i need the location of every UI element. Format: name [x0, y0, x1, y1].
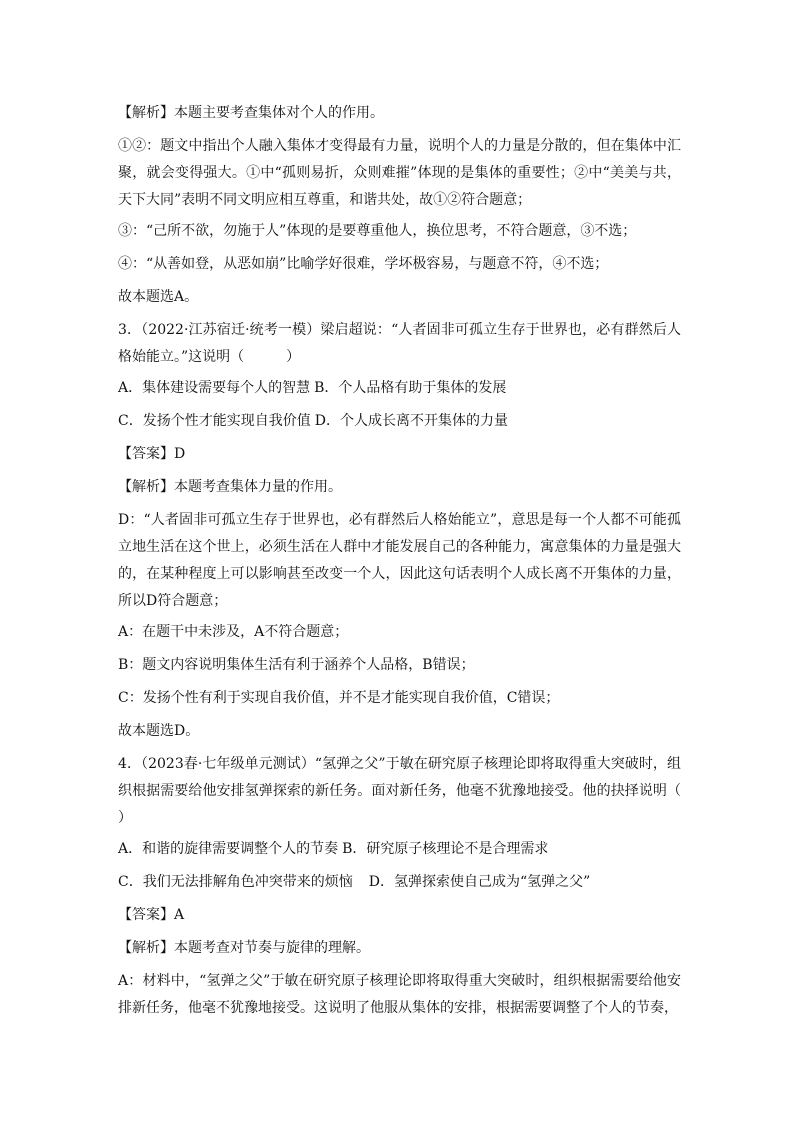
- option-c: C．发扬个性才能实现自我价值: [118, 413, 311, 429]
- document-body: [118, 100, 723, 1026]
- analysis-paragraph: ①②：题文中指出个人融入集体才变得最有力量，说明个人的力量是分散的，但在集体中汇聚，就会变得强大。①中“孤则易折，众则难摧”体现的是集体的重要性；②中“美美与共，天下大同”表明不同文明应相互尊重，和谐共处，故①②符合题意；: [118, 138, 681, 208]
- option-d: D．个人成长离不开集体的力量: [314, 413, 508, 429]
- analysis-heading: 【解析】本题考查集体力量的作用。: [118, 479, 342, 495]
- conclusion-line: 故本题选D。: [118, 723, 200, 739]
- option-a: A．和谐的旋律需要调整个人的节奏: [118, 841, 339, 857]
- question-4-options-row-2: [118, 869, 681, 896]
- analysis-paragraph: A：在题干中未涉及，A不符合题意；: [118, 624, 349, 640]
- question-3-options-row-2: [118, 408, 681, 435]
- analysis-paragraph: A：材料中，“氢弹之父”于敏在研究原子核理论即将取得重大突破时，组织根据需要给他安排新任务，他毫不犹豫地接受。这说明了他服从集体的安排，根据需要调整了个人的节奏，: [118, 973, 681, 1016]
- option-a: A．集体建设需要每个人的智慧: [118, 380, 311, 396]
- analysis-paragraph: ④：“从善如登，从恶如崩”比喻学好很难，学坏极容易，与题意不符，④不选；: [118, 256, 609, 272]
- question-3-stem: 3．（2022·江苏宿迁·统考一模）梁启超说：“人者固非可孤立生存于世界也，必有群然后人格始能立。”这说明（ ）: [118, 322, 681, 365]
- analysis-heading: 【解析】本题主要考查集体对个人的作用。: [118, 105, 384, 121]
- conclusion-line: 故本题选A。: [118, 289, 199, 305]
- question-4-options-row-1: [118, 836, 681, 863]
- question-3-options-row-1: [118, 375, 681, 402]
- option-b: B．研究原子核理论不是合理需求: [342, 841, 549, 857]
- option-d: D．氢弹探索使自己成为“氢弹之父”: [368, 874, 591, 890]
- option-c: C．我们无法排解角色冲突带来的烦恼: [118, 874, 353, 890]
- analysis-paragraph: D：“人者固非可孤立生存于世界也，必有群然后人格始能立”，意思是每一个人都不可能孤立地生活在这个世上，必须生活在人群中才能发展自己的各种能力，寓意集体的力量是强大的，在某种程度上可以影响甚至改变一个人，因此这句话表明个人成长离不开集体的力量，所以D符合题意；: [118, 512, 681, 609]
- analysis-paragraph: B：题文内容说明集体生活有利于涵养个人品格，B错误；: [118, 657, 475, 673]
- analysis-heading: 【解析】本题考查对节奏与旋律的理解。: [118, 940, 370, 956]
- question-4-stem: 4．（2023春·七年级单元测试）“氢弹之父”于敏在研究原子核理论即将取得重大突破时，组织根据需要给他安排氢弹探索的新任务。面对新任务，他毫不犹豫地接受。他的抉择说明（ ）: [118, 756, 723, 826]
- answer-line: 【答案】D: [118, 446, 186, 462]
- option-b: B．个人品格有助于集体的发展: [314, 380, 507, 396]
- analysis-paragraph: ③：“己所不欲，勿施于人”体现的是要尊重他人，换位思考，不符合题意，③不选；: [118, 223, 637, 239]
- answer-line: 【答案】A: [118, 907, 185, 923]
- analysis-paragraph: C：发扬个性有利于实现自我价值，并不是才能实现自我价值，C错误；: [118, 690, 560, 706]
